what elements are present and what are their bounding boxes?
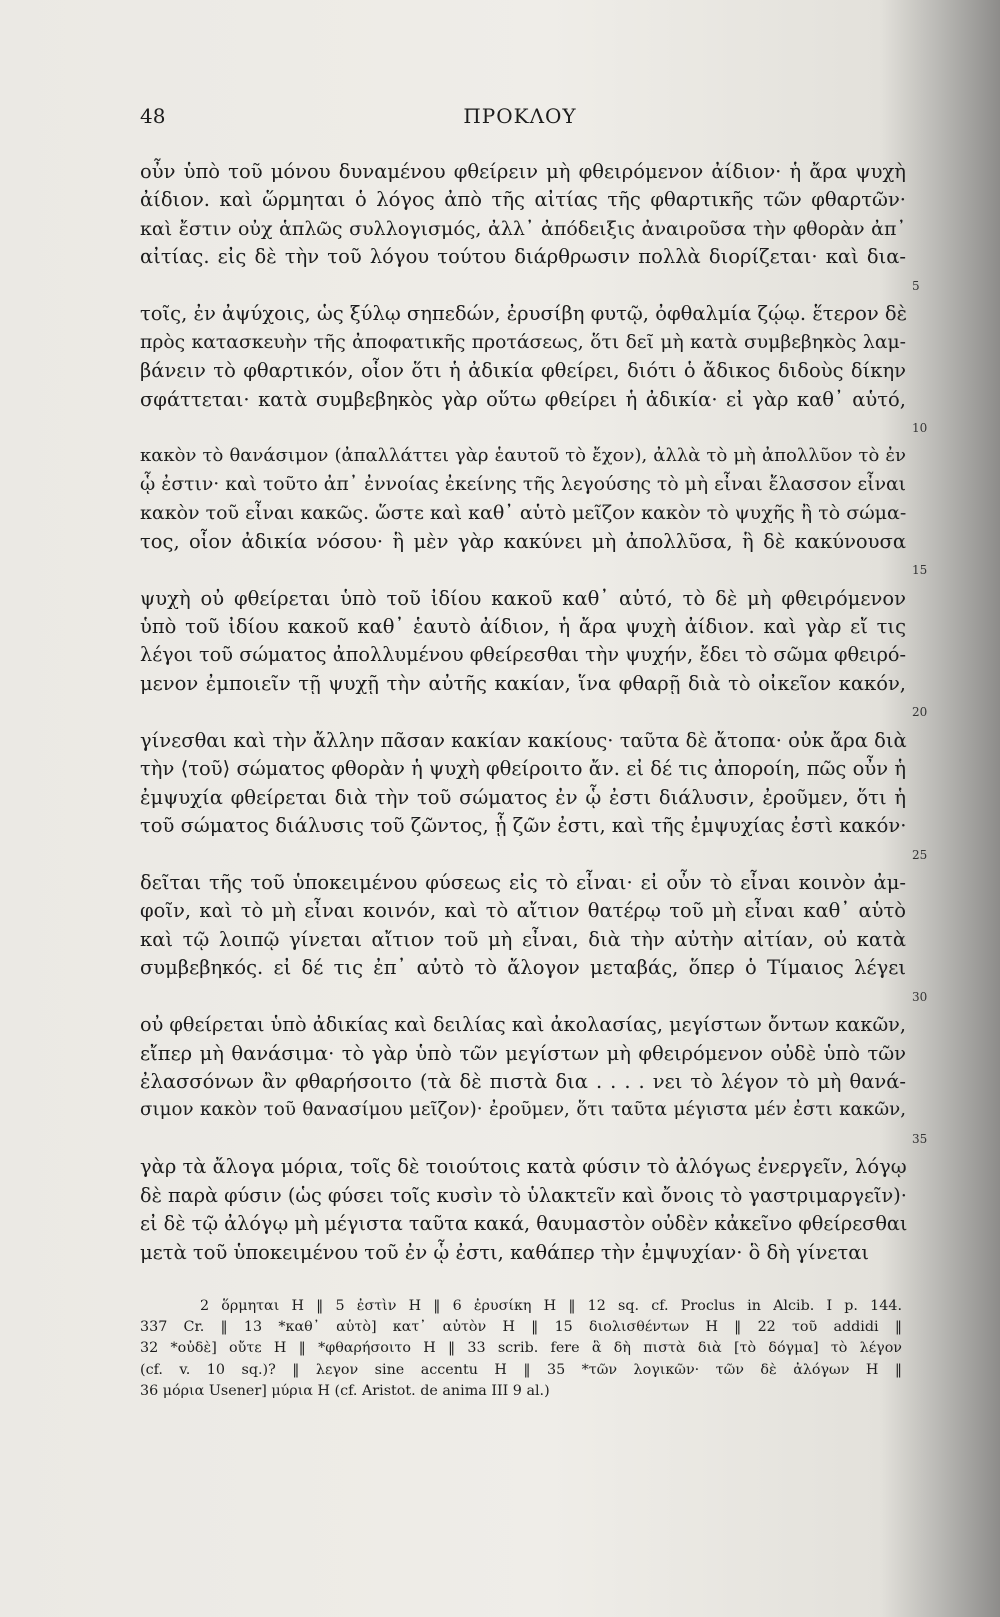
text-line: [140, 841, 928, 869]
text-line-content: βάνειν τὸ φθαρτικόν, οἷον ὅτι ἡ ἀδικία φθείρει, διότι ὁ ἄδικος διδοὺς δίκην: [140, 359, 906, 383]
text-line-content: οὐ φθείρεται ὑπὸ ἀδικίας καὶ δειλίας καὶ ἀκολασίας, μεγίστων ὄντων κακῶν,: [140, 1013, 906, 1037]
text-line-content: τος, οἷον ἀδικία νόσου· ἣ μὲν γὰρ κακύνει μὴ ἀπολλῦσα, ἣ δὲ κακύνουσα: [140, 529, 906, 553]
text-line: [140, 186, 906, 214]
text-line-content: τοῖς, ἐν ἀψύχοις, ὡς ξύλῳ σηπεδών, ἐρυσίβη φυτῷ, ὀφθαλμία ζῴῳ. ἕτερον δὲ: [140, 302, 908, 326]
text-line: [140, 1068, 906, 1096]
text-line-content: καὶ τῷ λοιπῷ γίνεται αἴτιον τοῦ μὴ εἶναι, διὰ τὴν αὐτὴν αἰτίαν, οὐ κατὰ: [140, 927, 906, 951]
text-line: [140, 585, 906, 613]
line-number: 35: [912, 1131, 928, 1146]
text-line: [140, 414, 928, 442]
text-line: [140, 1096, 906, 1124]
apparatus-line: 2 ὅρμηται H ‖ 5 ἐστὶν H ‖ 6 ἐρυσίκη H ‖ 12 sq. cf. Proclus in Alcib. I p. 144.: [200, 1298, 902, 1314]
text-line-content: συμβεβηκός. εἰ δέ τις ἐπ᾽ αὐτὸ τὸ ἄλογον μεταβάς, ὅπερ ὁ Τίμαιος λέγει: [140, 956, 906, 980]
text-line-content: ᾧ ἐστιν· καὶ τοῦτο ἀπ᾽ ἐννοίας ἐκείνης τῆς λεγούσης τὸ μὴ εἶναι ἔλασσον εἶναι: [140, 473, 906, 495]
text-line: [140, 528, 906, 556]
text-line: [140, 329, 906, 357]
text-line: [140, 471, 906, 499]
text-line: [140, 243, 906, 271]
critical-apparatus: [140, 1296, 902, 1402]
text-line-content: πρὸς κατασκευὴν τῆς ἀποφατικῆς προτάσεως, ὅτι δεῖ μὴ κατὰ συμβεβηκὸς λαμ-: [140, 331, 906, 353]
text-line: [140, 784, 906, 812]
text-line: [140, 869, 906, 897]
text-line: [140, 613, 906, 641]
running-head: ΠΡΟΚΛΟΥ: [463, 104, 577, 128]
text-line: [140, 556, 928, 584]
text-line-content: μετὰ τοῦ ὑποκειμένου τοῦ ἐν ᾧ ἐστι, καθάπερ τὴν ἐμψυχίαν· ὃ δὴ γίνεται: [140, 1240, 870, 1264]
text-line: [140, 1182, 906, 1210]
page-header: [140, 104, 900, 134]
text-line: [140, 1239, 906, 1267]
text-line: [140, 983, 928, 1011]
text-line-content: ψυχὴ οὐ φθείρεται ὑπὸ τοῦ ἰδίου κακοῦ καθ᾽ αὑτό, τὸ δὲ μὴ φθειρόμενον: [140, 586, 906, 610]
text-line: [140, 670, 906, 698]
text-line-content: ὑπὸ τοῦ ἰδίου κακοῦ καθ᾽ ἑαυτὸ ἀίδιον, ἡ ἄρα ψυχὴ ἀίδιον. καὶ γὰρ εἴ τις: [140, 615, 906, 638]
text-line: [140, 300, 906, 328]
text-line-content: οὖν ὑπὸ τοῦ μόνου δυναμένου φθείρειν μὴ φθειρόμενον ἀίδιον· ἡ ἄρα ψυχὴ: [140, 160, 906, 183]
text-line-content: αἰτίας. εἰς δὲ τὴν τοῦ λόγου τούτου διάρθρωσιν πολλὰ διορίζεται· καὶ δια-: [140, 245, 906, 269]
page-number: 48: [140, 104, 166, 128]
text-line-content: σφάττεται· κατὰ συμβεβηκὸς γὰρ οὕτω φθείρει ἡ ἀδικία· εἰ γὰρ καθ᾽ αὑτό,: [140, 387, 906, 411]
text-line: [140, 1011, 906, 1039]
line-number: 10: [912, 420, 928, 435]
text-line-content: κακὸν τοῦ εἶναι κακῶς. ὥστε καὶ καθ᾽ αὑτὸ μεῖζον κακὸν τὸ ψυχῆς ἢ τὸ σώμα-: [140, 502, 907, 525]
text-line-content: φοῖν, καὶ τὸ μὴ εἶναι κοινόν, καὶ τὸ αἴτιον θατέρῳ τοῦ μὴ εἶναι καθ᾽ αὑτὸ: [140, 899, 906, 923]
text-line: [140, 727, 906, 755]
text-line: [140, 1125, 928, 1153]
text-line: [140, 357, 906, 385]
text-line: [140, 1153, 906, 1181]
line-number: 30: [912, 989, 928, 1004]
text-line: [140, 215, 906, 243]
apparatus-line: 36 μόρια Usener] μύρια H (cf. Aristot. de anima III 9 al.): [140, 1382, 550, 1399]
text-line-content: δὲ παρὰ φύσιν (ὡς φύσει τοῖς κυσὶν τὸ ὑλακτεῖν καὶ ὄνοις τὸ γαστριμαργεῖν)·: [140, 1183, 907, 1207]
text-line: [140, 755, 906, 783]
text-line-content: δεῖται τῆς τοῦ ὑποκειμένου φύσεως εἰς τὸ εἶναι· εἰ οὖν τὸ εἶναι κοινὸν ἀμ-: [140, 870, 906, 894]
text-line-content: τὴν ⟨τοῦ⟩ σώματος φθορὰν ἡ ψυχὴ φθείροιτο ἄν. εἰ δέ τις ἀποροίη, πῶς οὖν ἡ: [140, 757, 906, 781]
text-line-content: μενον ἐμποιεῖν τῇ ψυχῇ τὴν αὐτῆς κακίαν, ἵνα φθαρῇ διὰ τὸ οἰκεῖον κακόν,: [140, 671, 906, 695]
text-line: [140, 954, 906, 982]
text-line: [140, 698, 928, 726]
text-line-content: γὰρ τὰ ἄλογα μόρια, τοῖς δὲ τοιούτοις κατὰ φύσιν τὸ ἀλόγως ἐνεργεῖν, λόγῳ: [140, 1155, 907, 1179]
text-line-content: ἀίδιον. καὶ ὥρμηται ὁ λόγος ἀπὸ τῆς αἰτίας τῆς φθαρτικῆς τῶν φθαρτῶν·: [140, 188, 906, 212]
text-line: [140, 499, 906, 527]
text-line: [140, 1210, 906, 1238]
text-line: [140, 1040, 906, 1068]
apparatus-line: 32 *οὐδὲ] οὔτε H ‖ *φθαρήσοιτο H ‖ 33 scrib. fere ἃ δὴ πιστὰ διὰ [τὸ δόγμα] τὸ λέγον: [140, 1340, 902, 1357]
line-number: 15: [912, 563, 928, 578]
text-line: [140, 812, 906, 840]
text-line: [140, 926, 906, 954]
line-number: 25: [912, 847, 928, 862]
text-line: [140, 641, 906, 669]
text-line-content: εἴπερ μὴ θανάσιμα· τὸ γὰρ ὑπὸ τῶν μεγίστων μὴ φθειρόμενον οὐδὲ ὑπὸ τῶν: [140, 1041, 906, 1065]
text-line-content: καὶ ἔστιν οὐχ ἁπλῶς συλλογισμός, ἀλλ᾽ ἀπόδειξις ἀναιροῦσα τὴν φθορὰν ἀπ᾽: [140, 217, 906, 240]
text-line-content: εἰ δὲ τῷ ἀλόγῳ μὴ μέγιστα ταῦτα κακά, θαυμαστὸν οὐδὲν κἀκεῖνο φθείρεσθαι: [140, 1212, 908, 1236]
text-line-content: σιμον κακὸν τοῦ θανασίμου μεῖζον)· ἐροῦμεν, ὅτι ταῦτα μέγιστα μέν ἐστι κακῶν,: [140, 1099, 906, 1121]
text-line-content: κακὸν τὸ θανάσιμον (ἀπαλλάττει γὰρ ἑαυτοῦ τὸ ἔχον), ἀλλὰ τὸ μὴ ἀπολλῦον τὸ ἐν: [140, 445, 906, 467]
text-line: [140, 442, 906, 470]
line-number: 20: [912, 705, 928, 720]
apparatus-line: (cf. v. 10 sq.)? ‖ λεγον sine accentu H ‖ 35 *τῶν λογικῶν· τῶν δὲ ἀλόγων H ‖: [140, 1361, 902, 1378]
text-line: [140, 386, 906, 414]
text-line-content: ἐμψυχία φθείρεται διὰ τὴν τοῦ σώματος ἐν ᾧ ἐστι διάλυσιν, ἐροῦμεν, ὅτι ἡ: [140, 785, 906, 809]
line-number: 5: [912, 278, 920, 293]
text-line: [140, 272, 920, 300]
apparatus-line: 337 Cr. ‖ 13 *καθ᾽ αὑτὸ] κατ᾽ αὐτὸν H ‖ 15 διολισθέντων H ‖ 22 τοῦ addidi ‖: [140, 1319, 902, 1336]
text-line-content: γίνεσθαι καὶ τὴν ἄλλην πᾶσαν κακίαν κακίους· ταῦτα δὲ ἄτοπα· οὐκ ἄρα διὰ: [140, 728, 907, 752]
text-line-content: ἐλασσόνων ἂν φθαρήσοιτο (τὰ δὲ πιστὰ δια . . . . νει τὸ λέγον τὸ μὴ θανά-: [140, 1070, 906, 1093]
text-line: [140, 158, 906, 186]
text-line-content: λέγοι τοῦ σώματος ἀπολλυμένου φθείρεσθαι τὴν ψυχήν, ἔδει τὸ σῶμα φθειρό-: [140, 643, 906, 667]
main-text: [140, 158, 928, 1267]
text-line: [140, 897, 906, 925]
text-line-content: τοῦ σώματος διάλυσις τοῦ ζῶντος, ᾗ ζῶν ἐστι, καὶ τῆς ἐμψυχίας ἐστὶ κακόν·: [140, 814, 907, 838]
